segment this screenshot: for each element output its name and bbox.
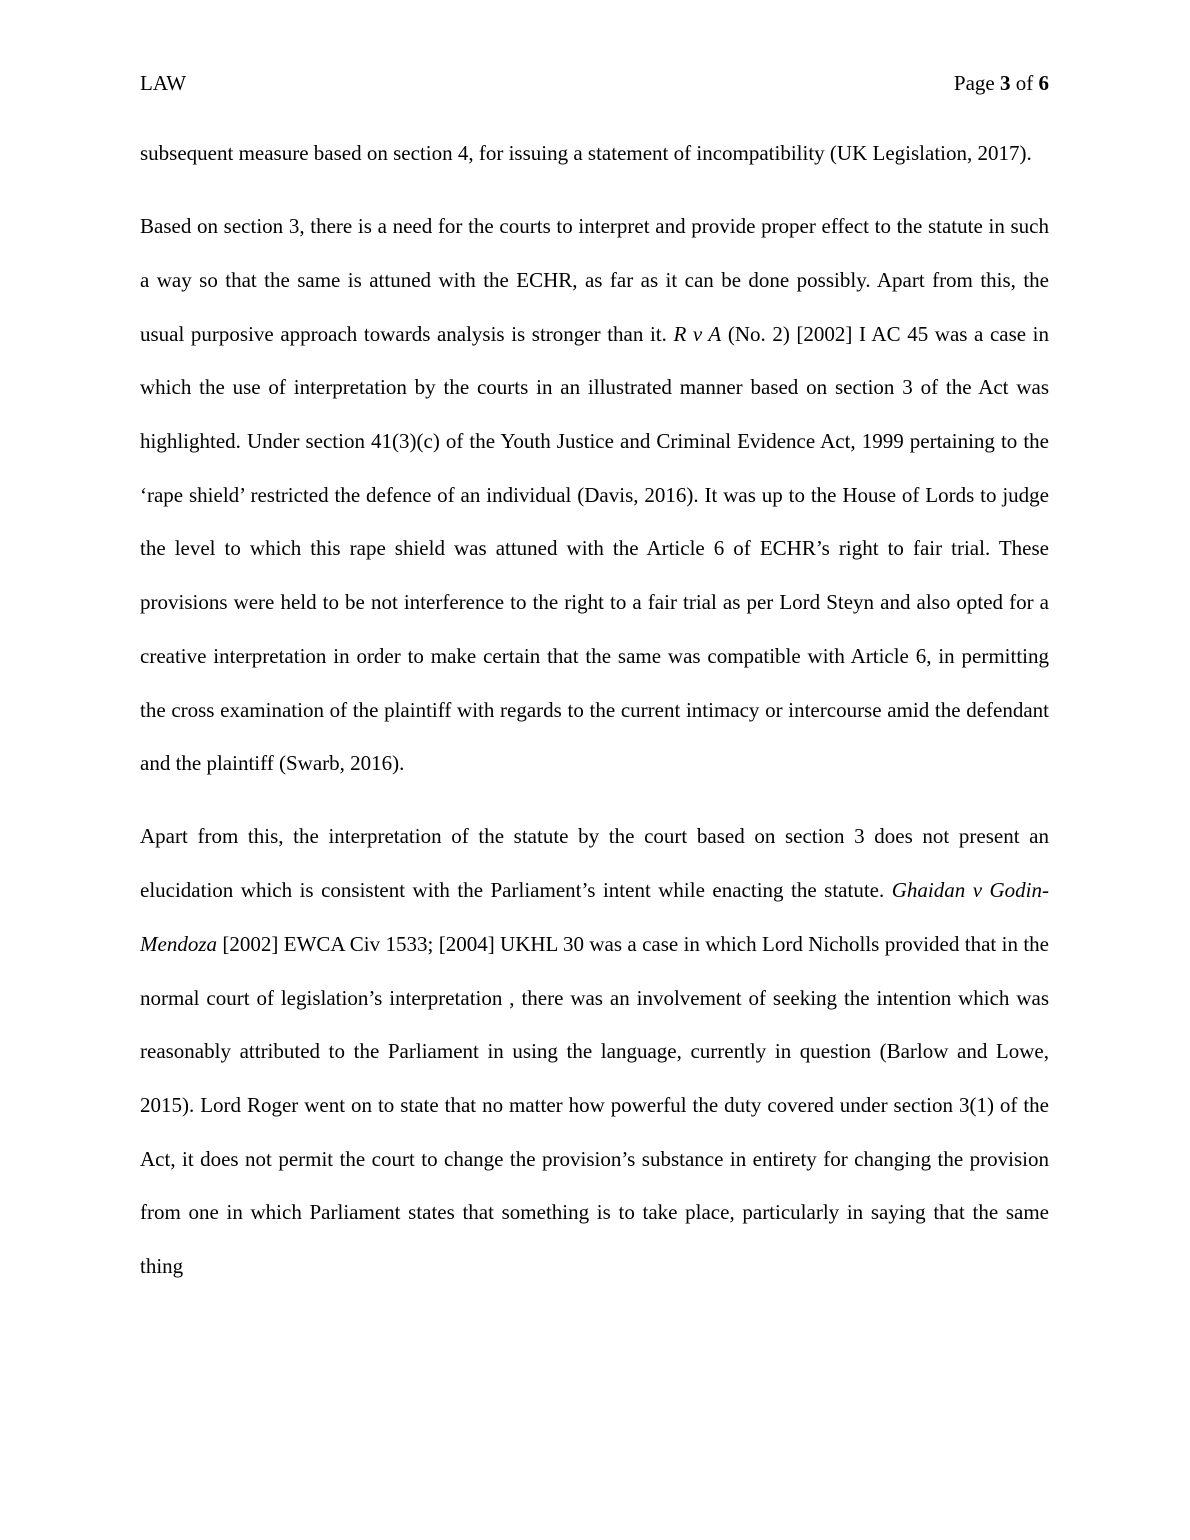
paragraph-3-text-start: Apart from this, the interpretation of the statute by the court based on section 3 does not present an elucidation which is consistent with the Parliament’s intent while enacting the statute. xyxy=(140,824,1049,903)
paragraph-1-text: subsequent measure based on section 4, for issuing a statement of incompatibility (UK Legislation, 2017). xyxy=(140,141,1032,165)
paragraph-3-text-end: [2002] EWCA Civ 1533; [2004] UKHL 30 was a case in which Lord Nicholls provided that in the normal court of legislation’s interpretation , there was an involvement of seeking the intention which was reasonably attributed to the Parliament in using the language, currently in question (Barlow and Lowe, 2015). Lord Roger went on to state that no matter how powerful the duty covered under section 3(1) of the Act, it does not permit the court to change the provision’s substance in entirety for changing the provision from one in which Parliament states that something is to take place, particularly in saying that the same thing xyxy=(140,931,1049,1279)
paragraph-3 xyxy=(140,810,1049,1293)
paragraph-2 xyxy=(140,200,1049,791)
page-current: 3 xyxy=(1000,71,1011,95)
page-number-prefix: Page xyxy=(953,71,1000,95)
running-head: LAW xyxy=(140,71,187,95)
case-name-ghaidan: Ghaidan v Godin-Mendoza xyxy=(140,878,1049,956)
paragraph-2-text-start: Based on section 3, there is a need for the courts to interpret and provide proper effect to the statute in such a way so that the same is attuned with the ECHR, as far as it can be done possibly. Apart from this, the usual purposive approach towards analysis is stronger than it. xyxy=(140,214,1049,346)
case-name-r-v-a: R v A xyxy=(673,321,722,346)
page-total: 6 xyxy=(1038,71,1049,95)
page-header xyxy=(140,68,1049,98)
paragraph-2-text-end: (No. 2) [2002] I AC 45 was a case in which the use of interpretation by the courts in an illustrated manner based on section 3 of the Act was highlighted. Under section 41(3)(c) of the Youth Justice and Criminal Evidence Act, 1999 pertaining to the ‘rape shield’ restricted the defence of an individual (Davis, 2016). It was up to the House of Lords to judge the level to which this rape shield was attuned with the Article 6 of ECHR’s right to fair trial. These provisions were held to be not interference to the right to a fair trial as per Lord Steyn and also opted for a creative interpretation in order to make certain that the same was compatible with Article 6, in permitting the cross examination of the plaintiff with regards to the current intimacy or intercourse amid the defendant and the plaintiff (Swarb, 2016). xyxy=(140,321,1050,776)
page-number xyxy=(954,68,1049,98)
body-text xyxy=(140,127,1049,1294)
paragraph-1 xyxy=(140,127,1049,181)
page-number-of: of xyxy=(1010,71,1039,95)
